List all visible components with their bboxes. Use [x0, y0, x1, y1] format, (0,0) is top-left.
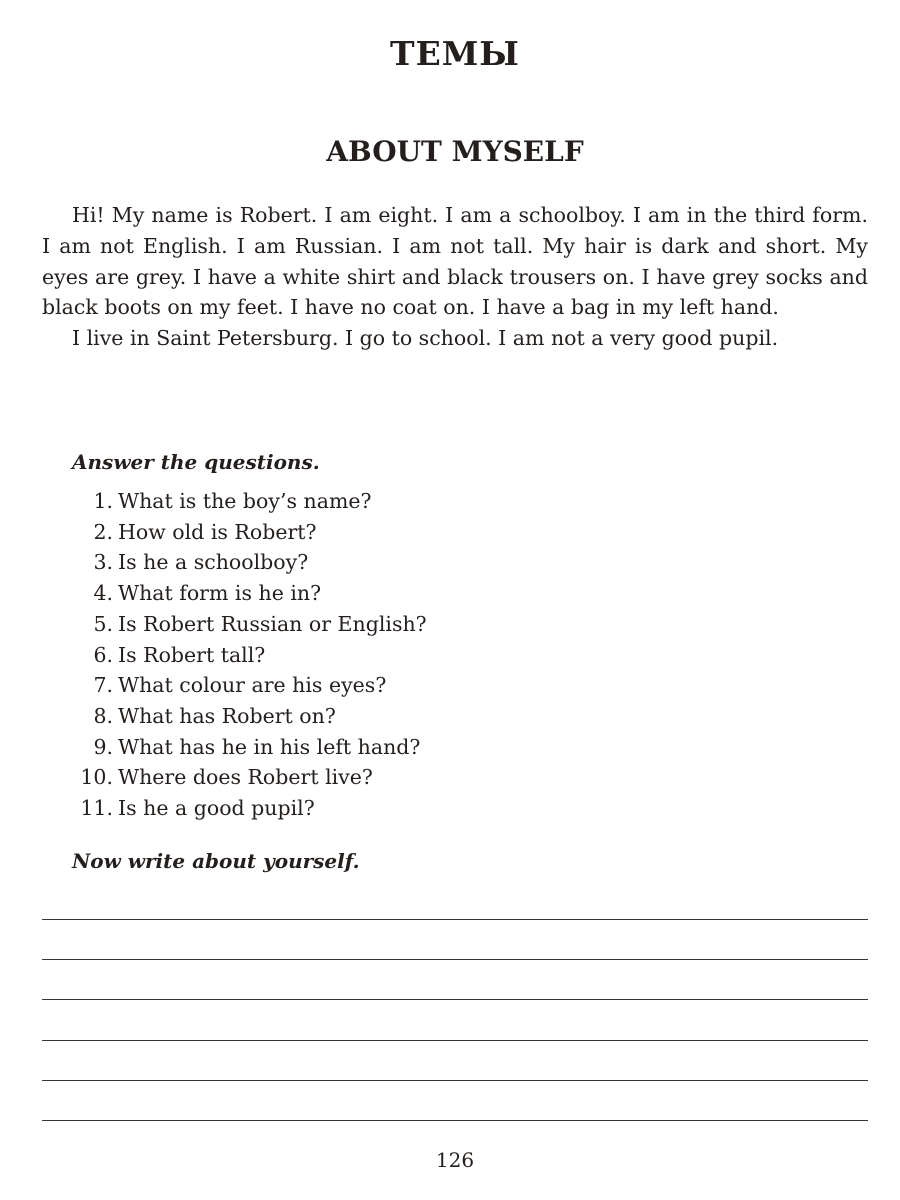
- question-item: [72, 547, 427, 578]
- question-item: [72, 517, 427, 548]
- question-text: Is he a schoolboy?: [118, 550, 309, 575]
- question-number: 9.: [93, 734, 113, 759]
- question-item: [72, 670, 427, 701]
- workbook-page: [42, 0, 868, 1200]
- topic-title: ABOUT MYSELF: [326, 135, 584, 168]
- writing-line[interactable]: [42, 1040, 868, 1080]
- writing-line[interactable]: [42, 919, 868, 959]
- question-text: Is he a good pupil?: [118, 796, 315, 821]
- question-text: What has he in his left hand?: [118, 734, 421, 759]
- question-number: 2.: [93, 519, 113, 544]
- paragraph: I live in Saint Petersburg. I go to school. I am not a very good pupil.: [72, 326, 779, 351]
- writing-line[interactable]: [42, 999, 868, 1039]
- task-instruction-answer: Answer the questions.: [72, 450, 320, 474]
- question-number: 10.: [80, 765, 113, 790]
- question-item: [72, 609, 427, 640]
- question-number: 4.: [93, 581, 113, 606]
- writing-lines: [42, 919, 868, 1160]
- writing-line[interactable]: [42, 959, 868, 999]
- questions-list: [72, 486, 427, 824]
- question-number: 3.: [93, 550, 113, 575]
- question-text: Is Robert tall?: [118, 642, 266, 667]
- question-text: Where does Robert live?: [118, 765, 373, 790]
- page-number: 126: [435, 1148, 475, 1172]
- question-item: [72, 578, 427, 609]
- paragraph: Hi! My name is Robert. I am eight. I am a schoolboy. I am in the third form. I am not English. I am Russian. I am not tall. My hair is dark and short. My eyes are grey. I have a white shirt and black trousers on. I have grey socks and black boots on my feet. I have no coat on. I have a bag in my left hand.: [42, 203, 868, 320]
- question-number: 1.: [93, 489, 113, 513]
- writing-line[interactable]: [42, 1080, 868, 1120]
- task-instruction-write: Now write about yourself.: [72, 849, 360, 873]
- question-item: [72, 732, 427, 763]
- question-item: [72, 762, 427, 793]
- question-number: 5.: [93, 611, 113, 636]
- question-text: Is Robert Russian or English?: [118, 611, 427, 636]
- question-item: [72, 793, 427, 824]
- question-text: What has Robert on?: [118, 703, 336, 728]
- question-item: [72, 486, 427, 517]
- section-title: ТЕМЫ: [390, 34, 520, 73]
- reading-text: [42, 200, 868, 354]
- question-number: 8.: [93, 703, 113, 728]
- question-text: How old is Robert?: [118, 519, 317, 544]
- question-text: What is the boy’s name?: [118, 489, 372, 513]
- question-item: [72, 701, 427, 732]
- question-text: What form is he in?: [118, 581, 322, 606]
- question-text: What colour are his eyes?: [118, 673, 387, 698]
- question-number: 7.: [93, 673, 113, 698]
- question-item: [72, 640, 427, 671]
- question-number: 11.: [80, 796, 113, 821]
- question-number: 6.: [93, 642, 113, 667]
